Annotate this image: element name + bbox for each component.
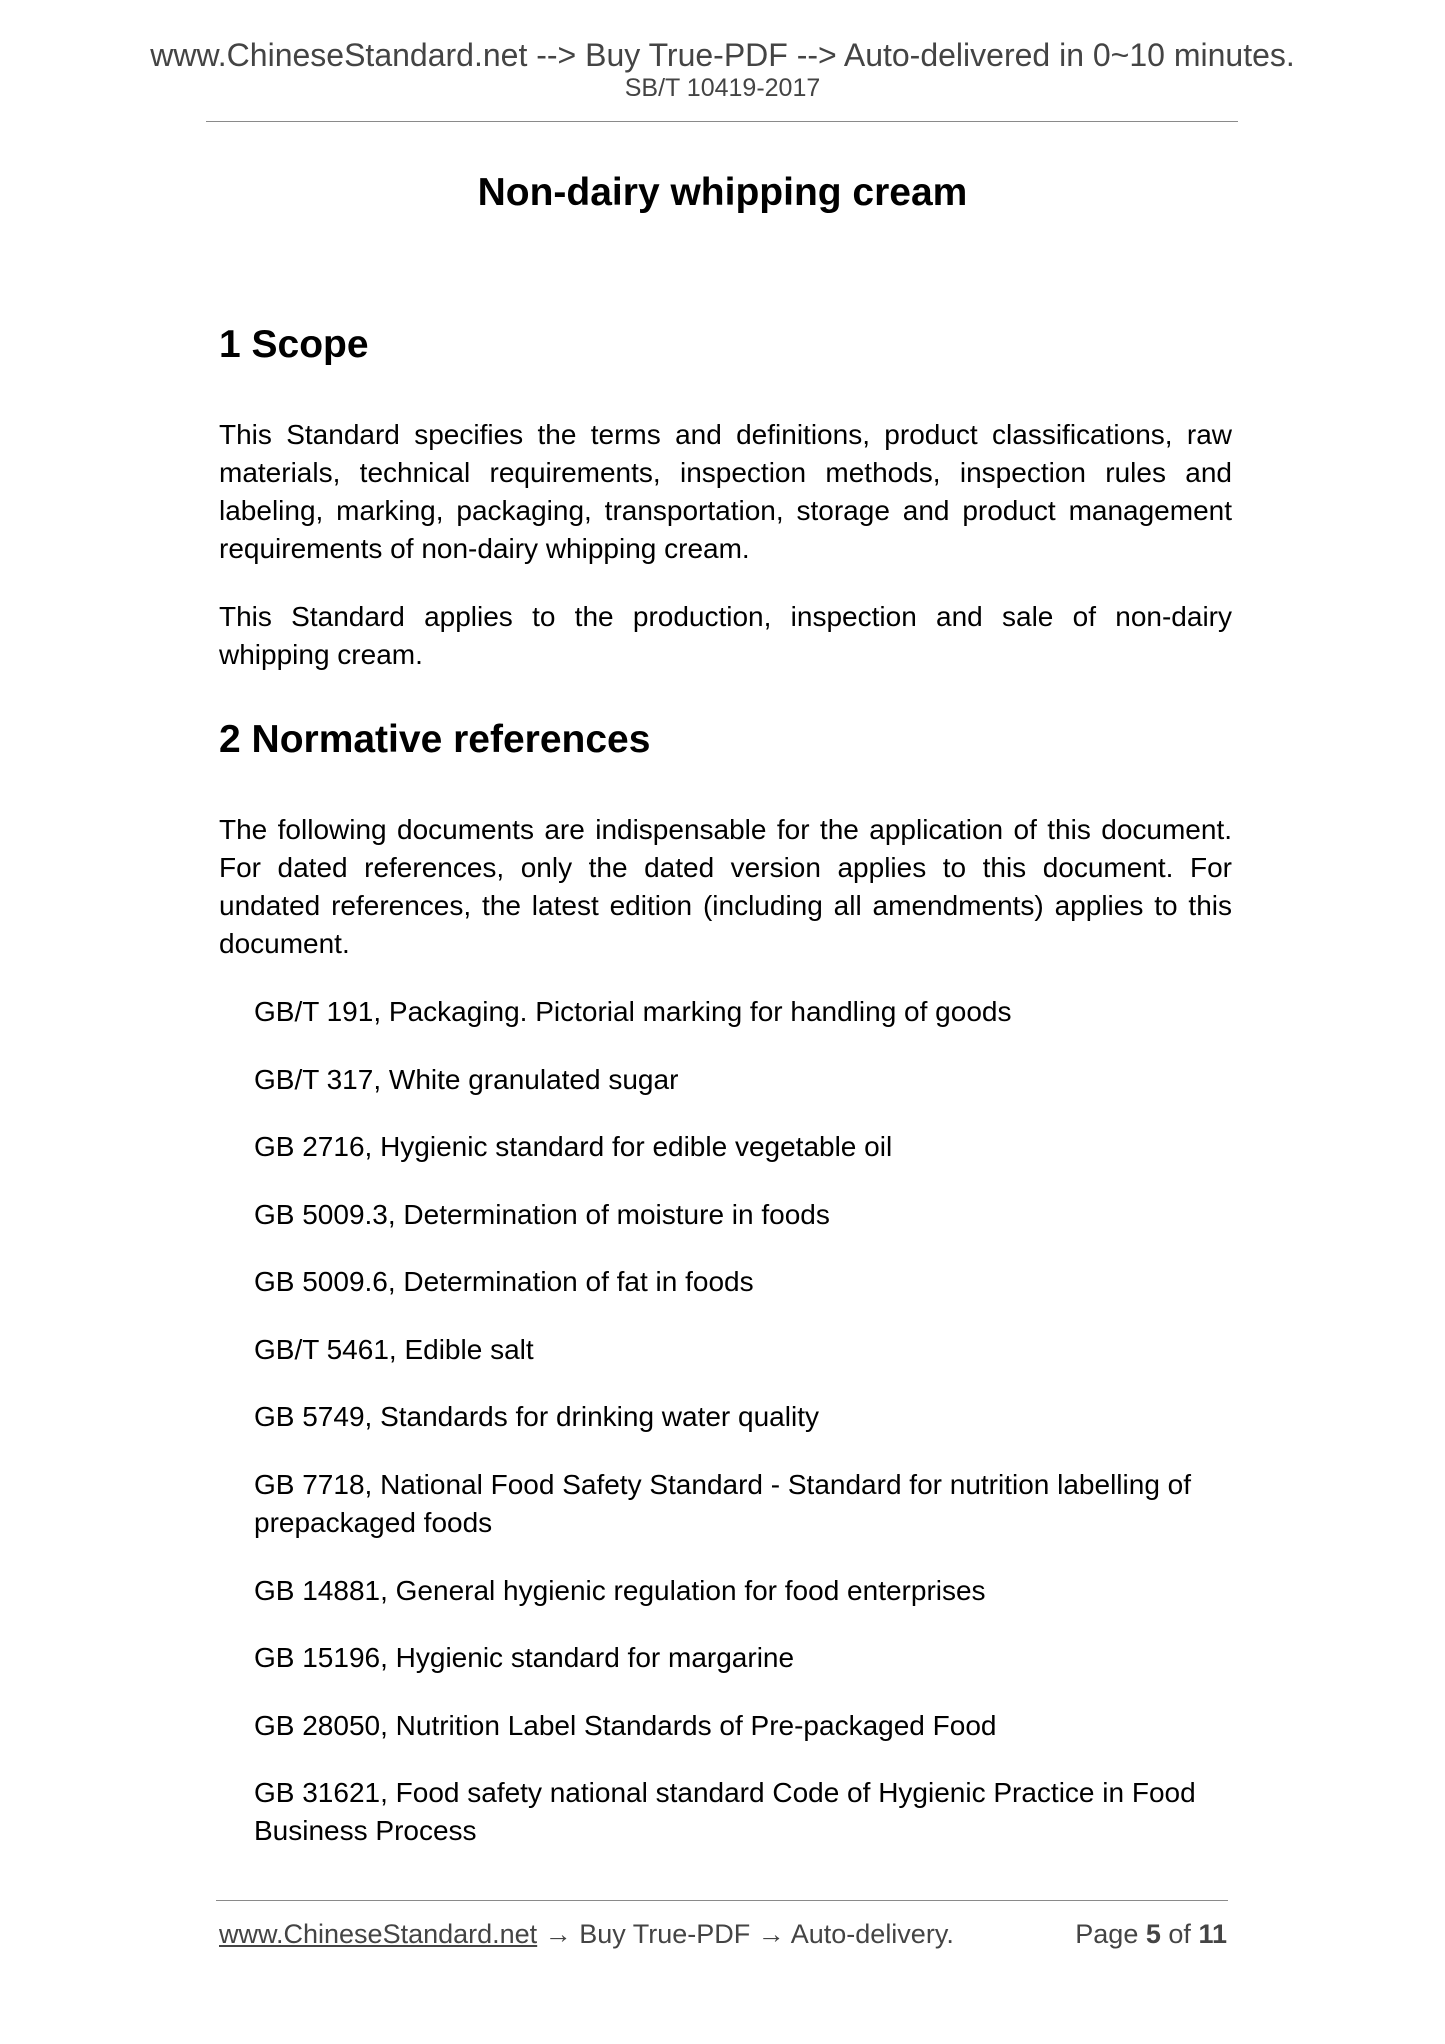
reference-item: GB/T 5461, Edible salt [254,1334,534,1365]
standard-number: SB/T 10419-2017 [624,74,821,102]
section-heading-normative-references: 2 Normative references [219,718,651,761]
reference-item: GB 5009.6, Determination of fat in foods [254,1266,754,1297]
references-intro-paragraph: The following documents are indispensable for the application of this document. For dated references, only the dated version applies to this document. For undated references, the latest edition (including all amendments) applies to this document. [219,814,1232,959]
scope-paragraph-1: This Standard specifies the terms and definitions, product classifications, raw materials, technical requirements, inspection methods, inspection rules and labeling, marking, packaging, transportation, storage and product management requirements of non-dairy whipping cream. [219,419,1232,564]
footer-site-link[interactable]: www.ChineseStandard.net [219,1919,538,1949]
reference-item: GB 14881, General hygienic regulation for food enterprises [254,1575,986,1606]
footer-divider [216,1900,1228,1901]
reference-item: GB 15196, Hygienic standard for margarine [254,1642,795,1673]
page-of: of [1168,1919,1191,1949]
reference-item: GB 28050, Nutrition Label Standards of Pre-packaged Food [254,1710,997,1741]
page-current: 5 [1145,1919,1161,1949]
reference-item: GB 5749, Standards for drinking water quality [254,1401,819,1432]
reference-item: GB 5009.3, Determination of moisture in foods [254,1199,830,1230]
reference-item: GB 31621, Food safety national standard Code of Hygienic Practice in Food Business Process [254,1777,1196,1846]
reference-item: GB 2716, Hygienic standard for edible vegetable oil [254,1131,893,1162]
page-indicator [1075,1918,1227,1950]
scope-paragraph-2: This Standard applies to the production, inspection and sale of non-dairy whipping cream. [219,601,1232,670]
page-label: Page [1075,1919,1139,1949]
reference-item: GB/T 317, White granulated sugar [254,1064,679,1095]
page-footer [219,1918,1227,1950]
footer-tagline: → Buy True-PDF → Auto-delivery. [537,1919,954,1949]
reference-item: GB 7718, National Food Safety Standard - Standard for nutrition labelling of prepackaged foods [254,1469,1192,1538]
header-divider [206,121,1238,122]
reference-item: GB/T 191, Packaging. Pictorial marking for handling of goods [254,996,1012,1027]
page-total: 11 [1198,1919,1227,1949]
page-title: Non-dairy whipping cream [477,171,968,214]
section-heading-scope: 1 Scope [219,323,369,366]
site-banner: www.ChineseStandard.net --> Buy True-PDF --> Auto-delivered in 0~10 minutes. [150,37,1295,73]
